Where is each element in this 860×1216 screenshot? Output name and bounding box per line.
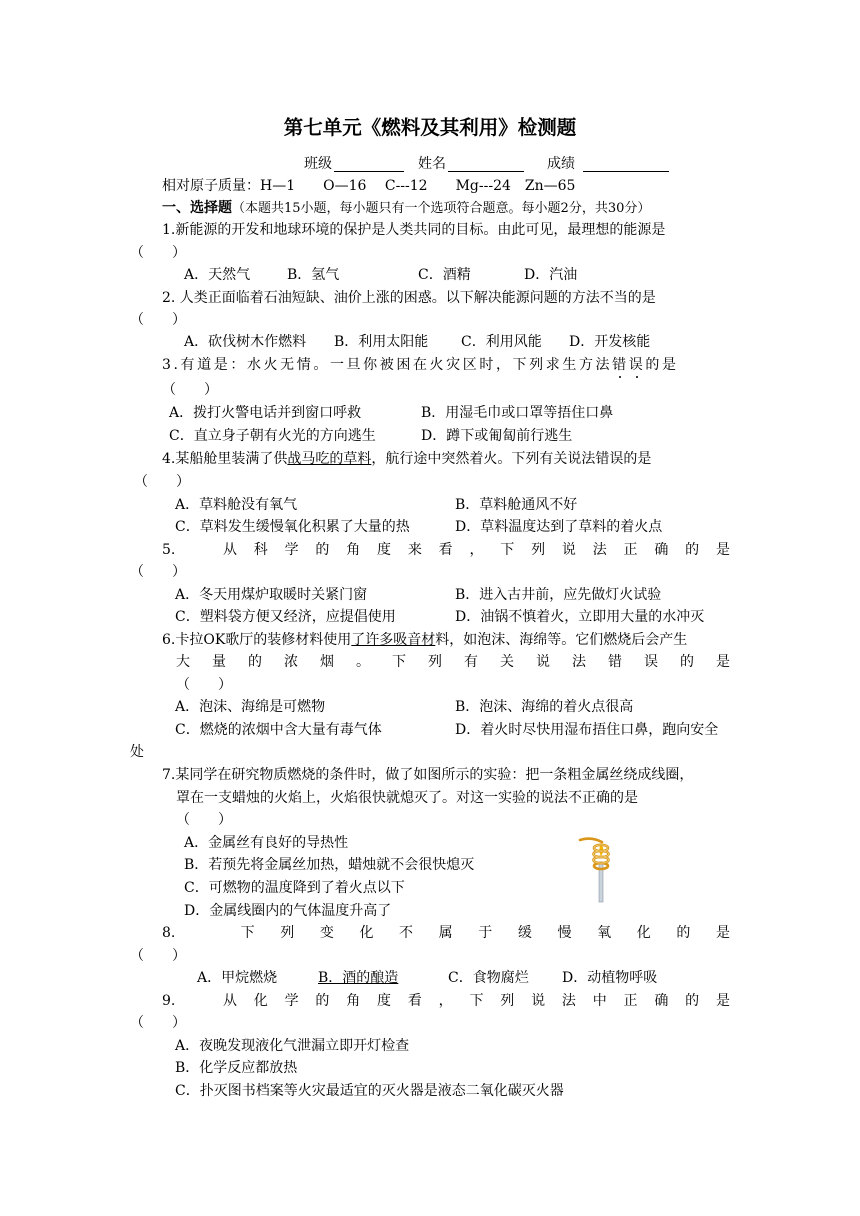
q9-option-c[interactable]: C．扑灭图书档案等火灾最适宜的灭火器是液态二氧化碳灭火器 — [175, 1083, 564, 1099]
q7-stem-line2: 罩在一支蜡烛的火焰上，火焰很快就熄灭了。对这一实验的说法不正确的是 — [176, 790, 638, 806]
q3-stem — [162, 357, 679, 374]
q7-option-b[interactable]: B．若预先将金属丝加热，蜡烛就不会很快熄灭 — [184, 857, 475, 873]
q8-option-a[interactable]: A．甲烷燃烧 — [197, 970, 278, 986]
q3-stem-post: 的是 — [645, 357, 679, 373]
q2-option-a[interactable]: A．砍伐树木作燃料 — [184, 334, 307, 350]
score-blank[interactable] — [583, 156, 669, 172]
q7-option-c[interactable]: C．可燃物的温度降到了着火点以下 — [184, 880, 405, 896]
q1-option-d[interactable]: D．汽油 — [524, 267, 578, 283]
q6-option-d-cont: 处 — [130, 744, 144, 760]
q2-option-c[interactable]: C．利用风能 — [461, 334, 542, 350]
section-heading — [162, 200, 650, 217]
q8-paren: （ ） — [130, 948, 186, 964]
q9-option-b[interactable]: B．化学反应都放热 — [175, 1060, 298, 1076]
q5-option-c[interactable]: C．塑料袋方便又经济，应提倡使用 — [175, 609, 396, 625]
q6-stem — [162, 632, 687, 649]
q3-stem-pre: 3.有道是：水火无情。一旦你被困在火灾区时，下列求生方法 — [162, 357, 613, 373]
q7-option-a[interactable]: A．金属丝有良好的导热性 — [184, 835, 349, 851]
q3-emphasis-2: 误 — [628, 357, 646, 373]
name-blank[interactable] — [448, 156, 524, 172]
q2-option-b[interactable]: B．利用太阳能 — [334, 334, 429, 350]
q4-stem-pre: 4.某船舱里装满了供 — [162, 451, 288, 467]
q5-option-a[interactable]: A．冬天用煤炉取暖时关紧门窗 — [175, 587, 368, 603]
q6-option-b[interactable]: B．泡沫、海绵的着火点很高 — [455, 699, 634, 715]
q8-stem: 8. 下列变化不属于缓慢氧化的是 — [162, 925, 730, 941]
atomic-mass-line: 相对原子质量：H—1 O—16 C---12 Mg---24 Zn—65 — [162, 178, 576, 194]
q1-option-a[interactable]: A．天然气 — [184, 267, 251, 283]
q5-option-b[interactable]: B．进入古井前，应先做灯火试验 — [455, 587, 662, 603]
q3-option-c[interactable]: C．直立身子朝有火光的方向逃生 — [169, 428, 376, 444]
class-blank[interactable] — [334, 156, 404, 172]
q4-stem-post: ，航行途中突然着火。下列有关说法错误的是 — [371, 451, 652, 467]
q1-paren: （ ） — [130, 245, 186, 261]
q8-option-b[interactable]: B．酒的酿造 — [318, 970, 399, 986]
q2-option-d[interactable]: D．开发核能 — [569, 334, 651, 350]
q6-option-a[interactable]: A．泡沫、海绵是可燃物 — [175, 699, 326, 715]
q4-option-d[interactable]: D．草料温度达到了草料的着火点 — [455, 519, 663, 535]
q1-stem: 1.新能源的开发和地球环境的保护是人类共同的目标。由此可见，最理想的能源是 — [162, 222, 666, 238]
candle-coil-illustration — [574, 836, 614, 906]
q3-option-d[interactable]: D．蹲下或匍匐前行逃生 — [421, 428, 573, 444]
q3-option-a[interactable]: A．拨打火警电话并到窗口呼救 — [169, 405, 362, 421]
section-note: （本题共15小题，每小题只有一个选项符合题意。每小题2分，共30分） — [232, 201, 651, 216]
q7-paren: （ ） — [176, 812, 232, 828]
section-title: 一、选择题 — [162, 200, 232, 216]
q6-paren: （ ） — [176, 677, 232, 693]
q6-option-d[interactable]: D．着火时尽快用湿布捂住口鼻，跑向安全 — [455, 722, 719, 738]
q3-option-b[interactable]: B．用湿毛巾或口罩等捂住口鼻 — [421, 405, 614, 421]
q7-stem-line1: 7.某同学在研究物质燃烧的条件时，做了如图所示的实验：把一条粗金属丝绕成线圈， — [162, 767, 694, 783]
q8-option-c[interactable]: C．食物腐烂 — [448, 970, 529, 986]
q9-option-a[interactable]: A．夜晚发现液化气泄漏立即开灯检查 — [175, 1038, 410, 1054]
q7-option-d[interactable]: D．金属线圈内的气体温度升高了 — [184, 903, 392, 919]
q9-paren: （ ） — [130, 1015, 186, 1031]
q4-option-c[interactable]: C．草料发生缓慢氧化积累了大量的热 — [175, 519, 410, 535]
q6-stem-line2: 大量的浓烟。下列有关说法错误的是 — [176, 654, 730, 670]
q6-stem-post: 料，如泡沫、海绵等。它们燃烧后会产生 — [435, 632, 688, 648]
class-label: 班级 — [304, 156, 332, 172]
q3-paren: （ ） — [162, 382, 218, 398]
q6-option-c[interactable]: C．燃烧的浓烟中含大量有毒气体 — [175, 722, 382, 738]
metal-coil — [580, 839, 609, 869]
q5-paren: （ ） — [130, 564, 186, 580]
q4-option-a[interactable]: A．草料舱没有氧气 — [175, 497, 298, 513]
q6-stem-pre: 6.卡拉OK歌厅的装修材料使用 — [162, 632, 352, 648]
q4-stem-underline: 战马吃的草料 — [287, 451, 372, 467]
q4-option-b[interactable]: B．草料舱通风不好 — [455, 497, 578, 513]
q3-emphasis-1: 错 — [612, 357, 629, 373]
q6-stem-underline: 了许多吸音材 — [351, 632, 436, 648]
q9-stem: 9. 从化学的角度看，下列说法中正确的是 — [162, 993, 730, 1009]
score-label: 成绩 — [547, 156, 575, 172]
q8-option-d[interactable]: D．动植物呼吸 — [562, 970, 658, 986]
q4-paren: （ ） — [134, 474, 190, 490]
page-title: 第七单元《燃料及其利用》检测题 — [283, 116, 577, 139]
q5-option-d[interactable]: D．油锅不慎着火，立即用大量的水冲灭 — [455, 609, 705, 625]
q1-option-b[interactable]: B．氢气 — [287, 267, 340, 283]
name-label: 姓名 — [418, 156, 446, 172]
q5-stem: 5. 从科学的角度来看，下列说法正确的是 — [162, 542, 730, 558]
q2-paren: （ ） — [130, 312, 186, 328]
q1-option-c[interactable]: C．酒精 — [418, 267, 471, 283]
q4-stem — [162, 451, 651, 468]
q2-stem: 2. 人类正面临着石油短缺、油价上涨的困惑。以下解决能源问题的方法不当的是 — [162, 290, 656, 306]
